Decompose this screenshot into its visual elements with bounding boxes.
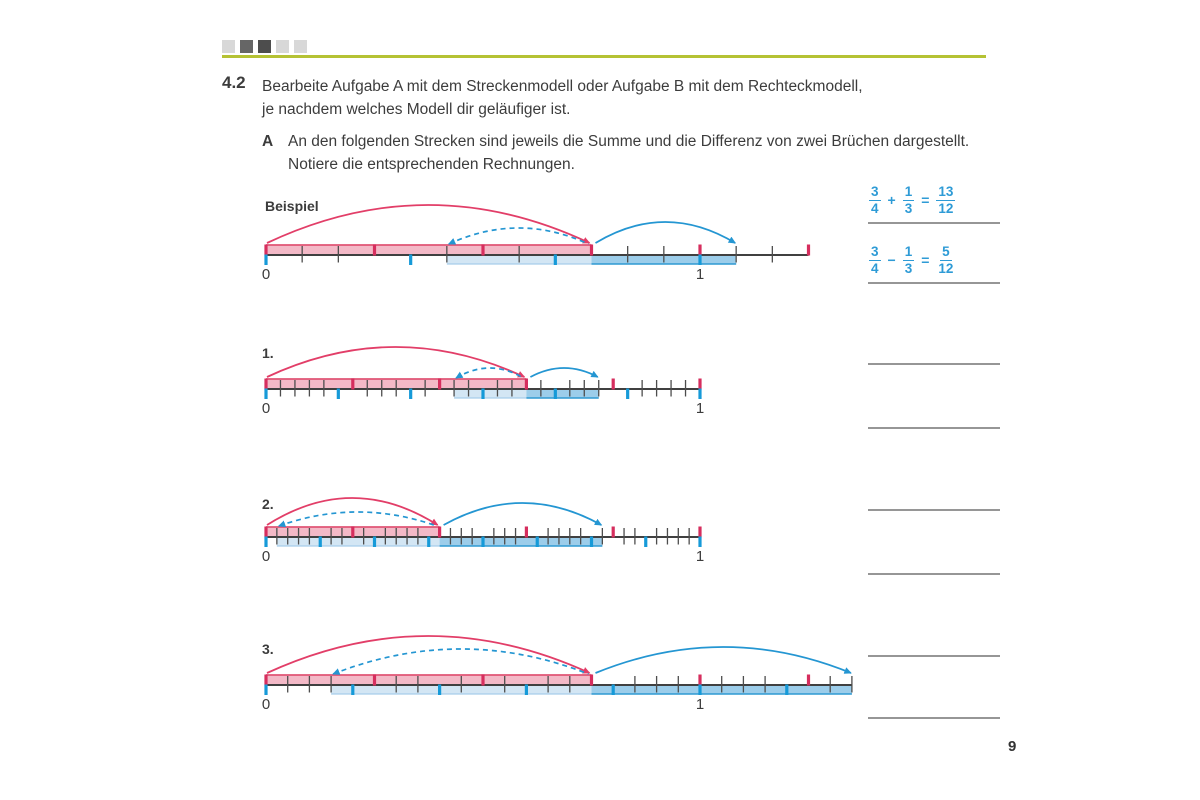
- fraction-numerator: 1: [904, 244, 913, 259]
- item-3-label: 3.: [262, 641, 274, 657]
- answer-line: [868, 573, 1000, 575]
- task-number: 4.2: [222, 73, 246, 92]
- zero-label: 0: [261, 266, 271, 283]
- answer-line: [868, 363, 1000, 365]
- fraction-numerator: 5: [942, 244, 950, 259]
- plus-operator: +: [887, 192, 896, 209]
- section-divider-rule: [222, 55, 986, 58]
- progress-square: [240, 40, 253, 53]
- item-2-label: 2.: [262, 496, 274, 512]
- task-instruction: [262, 75, 1002, 121]
- one-label: 1: [695, 696, 705, 713]
- number-line-diagram-1: [0, 314, 1200, 424]
- difference-bar: [447, 255, 592, 264]
- fraction-denominator: 3: [904, 200, 913, 216]
- page-number: 9: [1008, 738, 1017, 755]
- task-instruction-line2: je nachdem welches Modell dir geläufiger ist.: [262, 101, 571, 118]
- fraction-denominator: 12: [938, 260, 954, 276]
- part-instruction-line1: An den folgenden Strecken sind jeweils die Summe und die Differenz von zwei Brüchen dargestellt.: [288, 133, 970, 150]
- fraction: [936, 244, 955, 276]
- progress-square: [294, 40, 307, 53]
- number-line-diagram-example: [0, 180, 1200, 290]
- equals-sign: =: [921, 252, 930, 269]
- fraction-numerator: 1: [904, 184, 913, 199]
- second-fraction-arc: [444, 503, 602, 525]
- tick-marks: [266, 245, 809, 266]
- first-fraction-arc: [267, 498, 438, 525]
- second-fraction-arc: [596, 222, 736, 243]
- example-label: Beispiel: [265, 198, 319, 214]
- second-fraction-bar: [440, 537, 603, 546]
- difference-arc-dashed: [279, 512, 437, 526]
- fraction: [903, 184, 915, 216]
- progress-square: [276, 40, 289, 53]
- first-fraction-bar: [266, 527, 440, 537]
- number-line-group: [262, 636, 852, 713]
- one-label: 1: [695, 400, 705, 417]
- number-line-diagram-2: [0, 462, 1200, 572]
- first-fraction-bar: [266, 245, 592, 255]
- fraction-denominator: 3: [904, 260, 913, 276]
- number-line-group: [262, 498, 704, 565]
- part-instruction: [288, 130, 1008, 176]
- first-fraction-bar: [266, 379, 526, 389]
- fraction-numerator: 13: [938, 184, 954, 199]
- answer-line: [868, 717, 1000, 719]
- answer-line: [868, 282, 1000, 284]
- fraction: [936, 184, 955, 216]
- second-fraction-bar: [592, 255, 737, 264]
- tick-marks: [266, 379, 700, 400]
- second-fraction-bar: [526, 389, 598, 398]
- number-line-group: [262, 205, 809, 283]
- progress-square: [258, 40, 271, 53]
- fraction-denominator: 4: [871, 200, 879, 216]
- number-line-group: [262, 347, 704, 417]
- progress-square: [222, 40, 235, 53]
- first-fraction-bar: [266, 675, 592, 685]
- difference-bar: [277, 537, 440, 546]
- difference-bar: [331, 685, 591, 694]
- zero-label: 0: [261, 400, 271, 417]
- difference-bar: [454, 389, 526, 398]
- zero-label: 0: [261, 696, 271, 713]
- tick-marks: [266, 527, 700, 548]
- fraction: [869, 244, 881, 276]
- second-fraction-arc: [596, 647, 851, 673]
- part-instruction-line2: Notiere die entsprechenden Rechnungen.: [288, 156, 575, 173]
- first-fraction-arc: [267, 347, 524, 377]
- one-label: 1: [695, 266, 705, 283]
- difference-arc-dashed: [449, 228, 589, 244]
- answer-line: [868, 222, 1000, 224]
- answer-line: [868, 655, 1000, 657]
- one-label: 1: [695, 548, 705, 565]
- fraction-denominator: 4: [871, 260, 879, 276]
- chapter-progress-squares: [222, 40, 307, 53]
- zero-label: 0: [261, 548, 271, 565]
- number-line-diagram-3: [0, 610, 1200, 720]
- fraction-numerator: 3: [871, 244, 879, 259]
- answer-line: [868, 427, 1000, 429]
- answer-line: [868, 509, 1000, 511]
- first-fraction-arc: [267, 636, 590, 673]
- difference-arc-dashed: [333, 649, 588, 674]
- difference-arc-dashed: [456, 368, 523, 378]
- second-fraction-arc: [530, 368, 597, 377]
- tick-marks: [266, 675, 852, 696]
- example-sum-equation: [869, 184, 955, 216]
- fraction: [869, 184, 881, 216]
- item-1-label: 1.: [262, 345, 274, 361]
- example-difference-equation: [869, 244, 955, 276]
- task-instruction-line1: Bearbeite Aufgabe A mit dem Streckenmodell oder Aufgabe B mit dem Rechteckmodell,: [262, 78, 863, 95]
- part-label: A: [262, 133, 274, 150]
- fraction: [903, 244, 915, 276]
- equals-sign: =: [921, 192, 930, 209]
- second-fraction-bar: [592, 685, 852, 694]
- minus-operator: −: [887, 252, 896, 269]
- fraction-denominator: 12: [938, 200, 954, 216]
- fraction-numerator: 3: [871, 184, 879, 199]
